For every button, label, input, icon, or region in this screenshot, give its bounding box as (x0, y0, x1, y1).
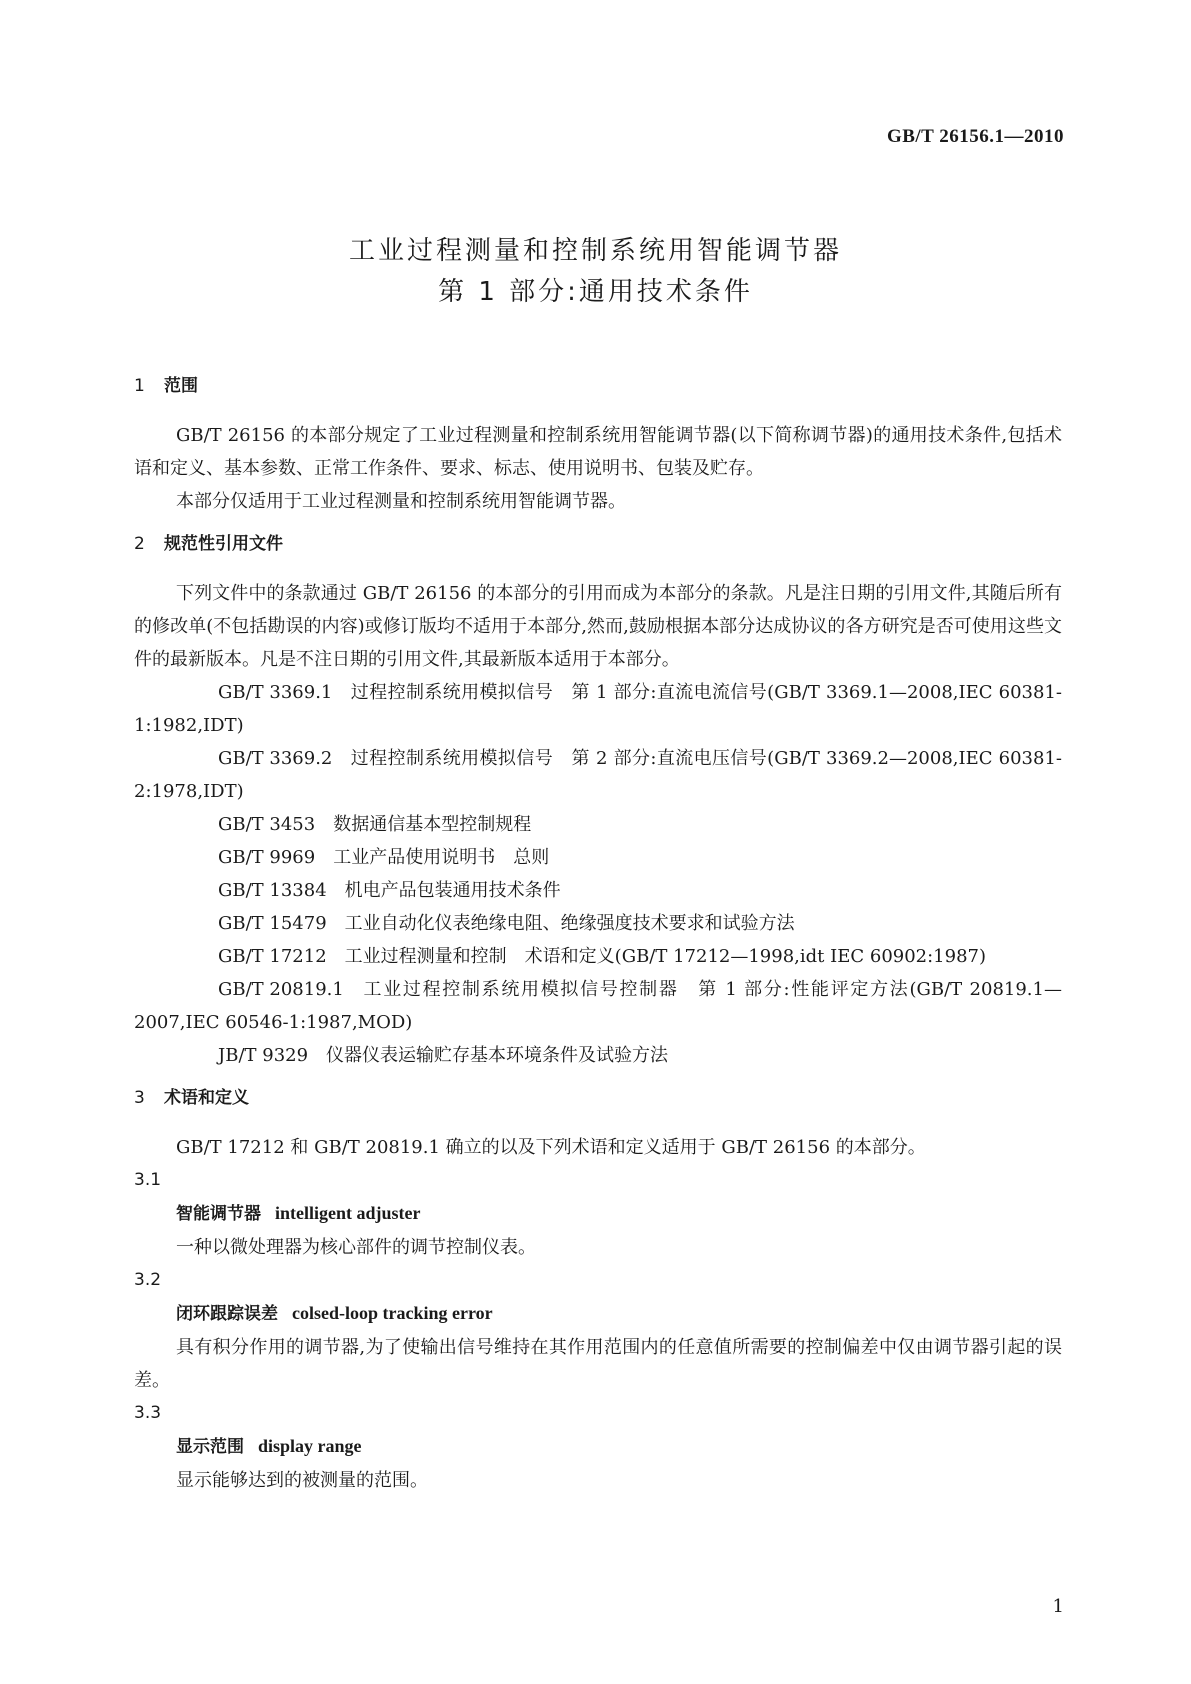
term-entry (134, 1430, 1062, 1464)
reference-item (134, 742, 1062, 808)
reference-title: 过程控制系统用模拟信号 第 1 部分:直流电流信号(GB/T 3369.1—2008,IEC 60381-1:1982,IDT) (134, 682, 1062, 736)
clause-number: 3.1 (134, 1170, 162, 1190)
term-chinese: 显示范围 (176, 1437, 244, 1457)
reference-title: 机电产品包装通用技术条件 (344, 880, 561, 901)
term-english: display range (258, 1436, 362, 1456)
clause-number: 3.2 (134, 1270, 162, 1290)
reference-item (134, 1039, 1062, 1072)
reference-item (134, 808, 1062, 841)
term-english: colsed-loop tracking error (292, 1303, 493, 1323)
reference-title: 工业自动化仪表绝缘电阻、绝缘强度技术要求和试验方法 (344, 913, 795, 934)
term-definition: 显示能够达到的被测量的范围。 (176, 1470, 428, 1491)
scope-applicability: 本部分仅适用于工业过程测量和控制系统用智能调节器。 (176, 491, 626, 512)
section-number: 2 (134, 534, 145, 554)
document-body (134, 370, 1062, 1497)
reference-title: 仪器仪表运输贮存基本环境条件及试验方法 (326, 1045, 669, 1066)
section-title: 范围 (164, 376, 198, 396)
reference-title: 工业产品使用说明书 总则 (333, 847, 550, 868)
reference-title: 数据通信基本型控制规程 (333, 814, 532, 835)
reference-item (134, 874, 1062, 907)
reference-title: 过程控制系统用模拟信号 第 2 部分:直流电压信号(GB/T 3369.2—2008,IEC 60381-2:1978,IDT) (134, 748, 1062, 802)
term-definition: 具有积分作用的调节器,为了使输出信号维持在其作用范围内的任意值所需要的控制偏差中仅由调节器引起的误差。 (134, 1337, 1062, 1391)
document-title-line2: 第 1 部分:通用技术条件 (438, 277, 753, 307)
reference-item (134, 940, 1062, 973)
reference-code: GB/T 9969 (218, 847, 316, 868)
reference-code: JB/T 9329 (218, 1045, 309, 1066)
reference-item (134, 973, 1062, 1039)
section-heading-normative-references (134, 528, 1062, 561)
section-title: 规范性引用文件 (164, 534, 283, 554)
document-title-line1: 工业过程测量和控制系统用智能调节器 (348, 236, 842, 266)
section-heading-scope (134, 370, 1062, 403)
scope-paragraph: GB/T 26156 的本部分规定了工业过程测量和控制系统用智能调节器(以下简称调节器)的通用技术条件,包括术语和定义、基本参数、正常工作条件、要求、标志、使用说明书、包装及贮存。 (134, 425, 1062, 479)
reference-code: GB/T 3369.1 (218, 682, 333, 703)
terms-intro: GB/T 17212 和 GB/T 20819.1 确立的以及下列术语和定义适用于 GB/T 26156 的本部分。 (176, 1137, 926, 1158)
term-chinese: 闭环跟踪误差 (176, 1304, 278, 1324)
reference-title: 工业过程测量和控制 术语和定义(GB/T 17212—1998,idt IEC 60902:1987) (344, 946, 987, 967)
reference-item (134, 907, 1062, 940)
reference-code: GB/T 15479 (218, 913, 327, 934)
reference-code: GB/T 3453 (218, 814, 316, 835)
standard-code: GB/T 26156.1—2010 (886, 126, 1064, 147)
term-entry (134, 1197, 1062, 1231)
section-heading-terms-definitions (134, 1082, 1062, 1115)
references-intro: 下列文件中的条款通过 GB/T 26156 的本部分的引用而成为本部分的条款。凡是注日期的引用文件,其随后所有的修改单(不包括勘误的内容)或修订版均不适用于本部分,然而,鼓励根据本部分达成协议的各方研究是否可使用这些文件的最新版本。凡是不注日期的引用文件,其最新版本适用于本部分。 (134, 583, 1062, 670)
term-english: intelligent adjuster (275, 1203, 421, 1223)
reference-code: GB/T 3369.2 (218, 748, 333, 769)
section-title: 术语和定义 (164, 1088, 249, 1108)
reference-item (134, 841, 1062, 874)
term-entry (134, 1297, 1062, 1331)
page-number: 1 (1052, 1596, 1064, 1617)
reference-code: GB/T 17212 (218, 946, 327, 967)
term-chinese: 智能调节器 (176, 1204, 261, 1224)
section-number: 3 (134, 1088, 145, 1108)
section-number: 1 (134, 376, 145, 396)
reference-code: GB/T 20819.1 (218, 979, 344, 1000)
term-definition: 一种以微处理器为核心部件的调节控制仪表。 (176, 1237, 536, 1258)
clause-number: 3.3 (134, 1403, 162, 1423)
reference-code: GB/T 13384 (218, 880, 327, 901)
reference-item (134, 676, 1062, 742)
reference-title: 工业过程控制系统用模拟信号控制器 第 1 部分:性能评定方法(GB/T 20819.1—2007,IEC 60546-1:1987,MOD) (134, 979, 1062, 1033)
